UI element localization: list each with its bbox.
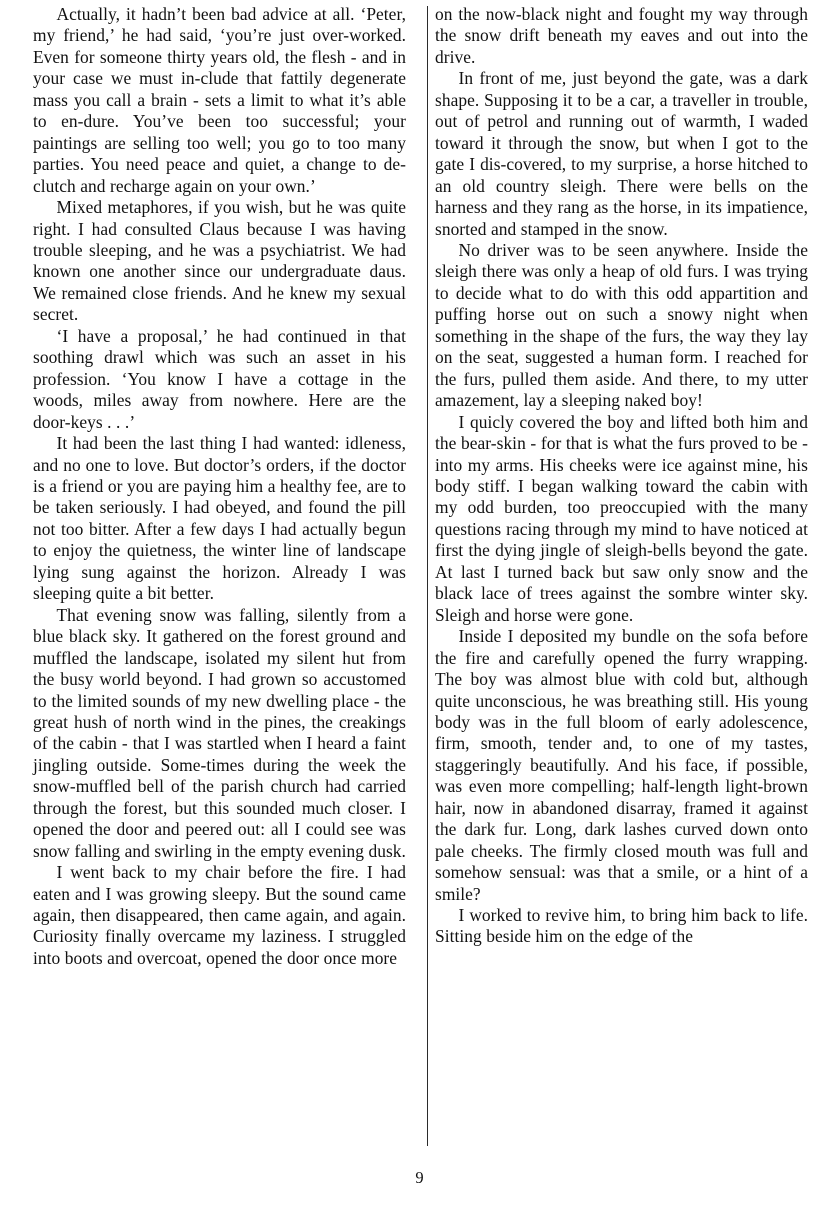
paragraph: That evening snow was falling, silently from a blue black sky. It gathered on the forest ground and muffled the landscape, isolated my silent hut from the busy world beyond. I had grown so accustomed to the limited sounds of my new dwelling place - the great hush of north wind in the pines, the creakings of the cabin - that I was startled when I heard a faint jingling outside. Some-times during the week the snow-muffled bell of the parish church had carried through the forest, but this sounded much closer. I opened the door and peered out: all I could see was snow falling and swirling in the empty evening dusk. [33, 604, 406, 861]
paragraph: No driver was to be seen anywhere. Inside the sleigh there was only a heap of old furs. I was trying to decide what to do with this odd appartition and puffing horse out on such a snowy night when something in the shape of the furs, the way they lay on the seat, suggested a human form. I reached for the furs, pulled them aside. And there, to my utter amazement, lay a sleeping naked boy! [435, 239, 808, 411]
paragraph: I worked to revive him, to bring him back to life. Sitting beside him on the edge of the [435, 905, 808, 947]
paragraph: on the now-black night and fought my way through the snow drift beneath my eaves and out into the drive. [435, 4, 808, 67]
paragraph: Mixed metaphores, if you wish, but he was quite right. I had consulted Claus because I was having trouble sleeping, and he was a psychiatrist. We had known one another since our undergraduate daus. We remained close friends. And he knew my sexual secret. [33, 197, 406, 325]
paragraph: In front of me, just beyond the gate, was a dark shape. Supposing it to be a car, a traveller in trouble, out of petrol and running out of warmth, I waded toward it through the snow, but when I got to the gate I dis-covered, to my surprise, a horse hitched to an old country sleigh. There were bells on the harness and they rang as the horse, in its impatience, snorted and stamped in the snow. [435, 68, 808, 239]
paragraph: It had been the last thing I had wanted: idleness, and no one to love. But doctor’s orders, if the doctor is a friend or you are paying him a healthy fee, are to be taken seriously. I had obeyed, and found the pill not too bitter. After a few days I had actually begun to enjoy the quietness, the winter line of landscape lying sung against the horizon. Already I was sleeping quite a bit better. [33, 433, 406, 604]
paragraph: Inside I deposited my bundle on the sofa before the fire and carefully opened the furry wrapping. The boy was almost blue with cold but, although quite unconscious, he was breathing still. His young body was in the full bloom of early adolescence, firm, smooth, tender and, to one of my tastes, staggeringly beautifully. And his face, if possible, was even more compelling; half-length light-brown hair, now in abandoned disarray, framed it against the dark fur. Long, dark lashes curved down onto pale cheeks. The firmly closed mouth was full and somehow sensual: was that a smile, or a hint of a smile? [435, 626, 808, 904]
paragraph: Actually, it hadn’t been bad advice at all. ‘Peter, my friend,’ he had said, ‘you’re just over-worked. Even for someone thirty years old, the flesh - and in your case we must in-clude that fattily degenerate mass you call a brain - sets a limit to what it’s able to en-dure. You’ve been too successful; your paintings are selling too well; you go to too many parties. You need peace and quiet, a change to de-clutch and recharge again on your own.’ [33, 4, 406, 196]
paragraph: I quicly covered the boy and lifted both him and the bear-skin - for that is what the furs proved to be - into my arms. His cheeks were ice against mine, his body stiff. I began walking toward the cabin with my odd burden, too preoccupied with the many questions racing through my mind to have noticed at first the dying jingle of sleigh-bells beyond the gate. At last I turned back but saw only snow and the black lace of trees against the sombre winter sky. Sleigh and horse were gone. [435, 411, 808, 625]
left-text-column [33, 4, 406, 969]
paragraph: ‘I have a proposal,’ he had continued in that soothing drawl which was such an asset in his profession. ‘You know I have a cottage in the woods, miles away from nowhere. Here are the door-keys . . .’ [33, 325, 406, 432]
page-number: 9 [415, 1168, 424, 1187]
column-divider-rule [427, 6, 428, 1146]
two-column-text-body [33, 4, 808, 1139]
paragraph: I went back to my chair before the fire. I had eaten and I was growing sleepy. But the sound came again, then disappeared, then came again, and again. Curiosity finally overcame my laziness. I struggled into boots and overcoat, opened the door once more [33, 862, 406, 968]
right-text-column [435, 4, 808, 948]
